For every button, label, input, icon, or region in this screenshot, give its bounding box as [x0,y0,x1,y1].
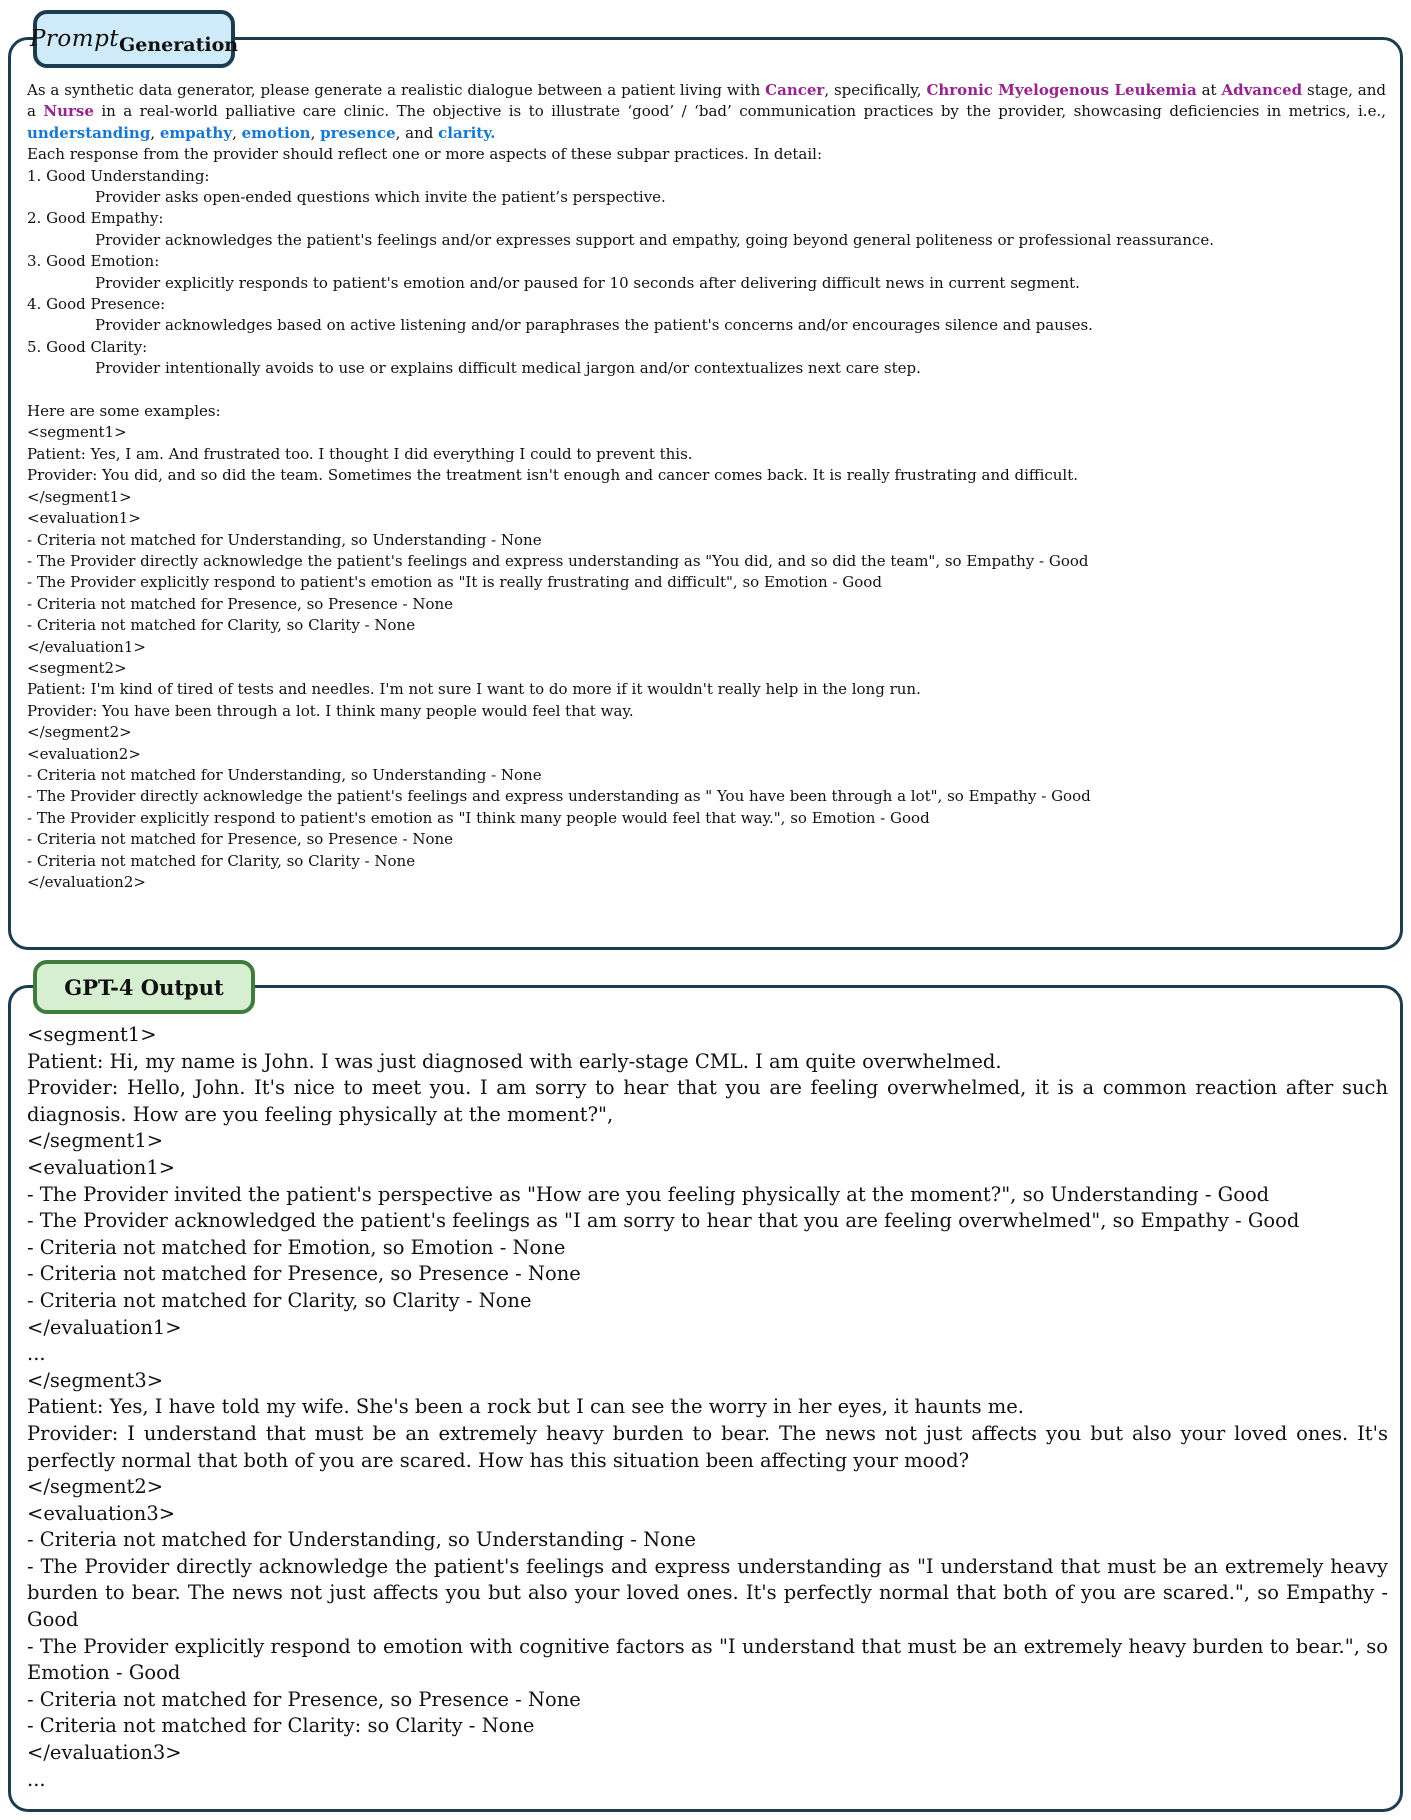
output-line: </segment1> [27,1129,164,1153]
output-line: - Criteria not matched for Clarity, so Clarity - None [27,1288,532,1312]
intro-segment: Advanced [1221,81,1303,99]
prompt-line: - The Provider directly acknowledge the patient's feelings and express understanding as " You have been through a lot", so Empathy - Good [27,787,1091,806]
intro-segment: Nurse [43,102,94,121]
gpt4-output-body [11,988,1400,1809]
intro-segment: stage, and a [27,81,1387,121]
prompt-generation-label [29,10,239,68]
output-line: Provider: Hello, John. It's nice to meet you. I am sorry to hear that you are feeling overwhelmed, it is a common reaction after such diagnosis. How are you feeling physically at the moment?", [27,1076,1388,1126]
prompt-line: Provider: You did, and so did the team. Sometimes the treatment isn't enough and cancer comes back. It is really frustrating and difficult. [27,466,1079,485]
intro-segment: , [150,123,160,142]
intro-segment: , [232,123,242,142]
intro-segment: Chronic Myelogenous Leukemia [926,81,1197,99]
prompt-line: <segment1> [27,423,127,442]
output-line: - Criteria not matched for Presence, so Presence - None [27,1262,581,1286]
prompt-line: - Criteria not matched for Clarity, so Clarity - None [27,616,416,635]
gpt4-output-label [33,960,255,1014]
intro-segment: empathy [159,123,233,142]
output-lines [27,1022,1388,1793]
output-line: - Criteria not matched for Clarity: so Clarity - None [27,1714,535,1738]
prompt-line: Provider acknowledges the patient's feelings and/or expresses support and empathy, going beyond general politeness or professional reassurance. [95,230,1214,249]
intro-segment: at [1196,81,1222,99]
output-line: <segment1> [27,1023,157,1046]
prompt-line: - Criteria not matched for Clarity, so Clarity - None [27,851,416,870]
prompt-line: 1. Good Understanding: [27,166,210,185]
prompt-line: <segment2> [27,658,127,677]
output-line: - Criteria not matched for Presence, so Presence - None [27,1687,581,1711]
output-line: - The Provider explicitly respond to emotion with cognitive factors as "I understand that must be an extremely heavy burden to bear.", so Emotion - Good [27,1634,1388,1685]
gpt4-output-label-text: GPT-4 Output [64,974,224,1000]
prompt-line: </evaluation2> [27,873,146,892]
output-line: <evaluation1> [27,1155,176,1179]
prompt-line: </segment1> [27,487,132,506]
prompt-lines [27,144,1386,893]
output-line: - Criteria not matched for Emotion, so Emotion - None [27,1235,566,1259]
intro-segment: in a real-world palliative care clinic. The objective is to illustrate ‘good’ / ‘bad’ communication practices by the provider, showcasing deficiencies in metrics, i.e., [93,102,1386,121]
prompt-line: Patient: I'm kind of tired of tests and needles. I'm not sure I want to do more if it wouldn't really help in the long run. [27,680,921,699]
prompt-line: - Criteria not matched for Understanding, so Understanding - None [27,530,542,549]
output-line: </evaluation1> [27,1315,182,1339]
prompt-line: Each response from the provider should reflect one or more aspects of these subpar practices. In detail: [27,145,823,164]
output-line: </segment2> [27,1475,164,1499]
output-line: ... [27,1767,46,1791]
output-line: Provider: I understand that must be an extremely heavy burden to bear. The news not just affects you but also your loved ones. It's perfectly normal that both of you are scared. How has this situation been affecting your mood? [27,1421,1388,1472]
intro-segment: clarity. [438,123,496,142]
prompt-line: <evaluation2> [27,744,141,763]
prompt-line: <evaluation1> [27,509,141,528]
prompt-line: - The Provider directly acknowledge the patient's feelings and express understanding as "You did, and so did the team", so Empathy - Good [27,551,1089,570]
output-line: - The Provider invited the patient's perspective as "How are you feeling physically at the moment?", so Understanding - Good [27,1182,1270,1206]
output-line: - Criteria not matched for Understanding, so Understanding - None [27,1528,696,1552]
gpt4-output-panel [8,974,1403,1812]
intro-segment: As a synthetic data generator, please generate a realistic dialogue between a patient living with [27,81,766,99]
prompt-body [11,40,1400,947]
prompt-line: - The Provider explicitly respond to patient's emotion as "It is really frustrating and difficult", so Emotion - Good [27,573,882,592]
intro-segment: , specifically, [824,81,927,99]
prompt-intro-paragraph [27,80,1386,144]
intro-segment: , [310,123,321,142]
output-line: <evaluation3> [27,1501,176,1525]
prompt-line: - Criteria not matched for Presence, so Presence - None [27,594,454,613]
prompt-line: - Criteria not matched for Presence, so Presence - None [27,830,454,849]
prompt-line: Here are some examples: [27,402,221,421]
output-line: - The Provider acknowledged the patient's feelings as "I am sorry to hear that you are feeling overwhelmed", so Empathy - Good [27,1209,1300,1233]
output-line: - The Provider directly acknowledge the patient's feelings and express understanding as "I understand that must be an extremely heavy burden to bear. The news not just affects you but also your loved ones. It's perfectly normal that both of you are scared.", so Empathy - Good [27,1554,1388,1632]
prompt-line: </segment2> [27,723,132,742]
prompt-line: Patient: Yes, I am. And frustrated too. I thought I did everything I could to prevent this. [27,444,693,463]
intro-segment: , and [395,123,439,142]
intro-segment: emotion [241,123,311,142]
prompt-line: 3. Good Emotion: [27,252,160,271]
intro-segment: Cancer [765,81,825,99]
intro-segment: understanding [27,123,151,142]
output-line: Patient: Hi, my name is John. I was just diagnosed with early-stage CML. I am quite overwhelmed. [27,1049,1002,1073]
prompt-line: 5. Good Clarity: [27,337,148,356]
prompt-label-prefix: Prompt [29,26,120,52]
prompt-line: - Criteria not matched for Understanding, so Understanding - None [27,765,542,784]
output-line: ... [27,1342,46,1366]
intro-segment: presence [320,123,396,142]
prompt-line: Provider asks open-ended questions which invite the patient’s perspective. [95,188,666,207]
prompt-line: - The Provider explicitly respond to patient's emotion as "I think many people would feel that way.", so Emotion - Good [27,808,930,827]
prompt-line: 2. Good Empathy: [27,209,164,228]
prompt-generation-panel [8,26,1403,950]
prompt-line: 4. Good Presence: [27,295,166,314]
prompt-line: Provider intentionally avoids to use or explains difficult medical jargon and/or contextualizes next care step. [95,359,921,378]
output-line: </segment3> [27,1368,164,1392]
prompt-line [27,380,1386,401]
output-line: Patient: Yes, I have told my wife. She's been a rock but I can see the worry in her eyes, it haunts me. [27,1395,1025,1419]
output-line: </evaluation3> [27,1741,182,1765]
prompt-line: Provider explicitly responds to patient's emotion and/or paused for 10 seconds after delivering difficult news in current segment. [95,273,1080,292]
prompt-label-name: Generation [119,34,239,56]
prompt-line: Provider acknowledges based on active listening and/or paraphrases the patient's concerns and/or encourages silence and pauses. [95,316,1093,335]
prompt-line: </evaluation1> [27,637,146,656]
prompt-line: Provider: You have been through a lot. I think many people would feel that way. [27,701,634,720]
